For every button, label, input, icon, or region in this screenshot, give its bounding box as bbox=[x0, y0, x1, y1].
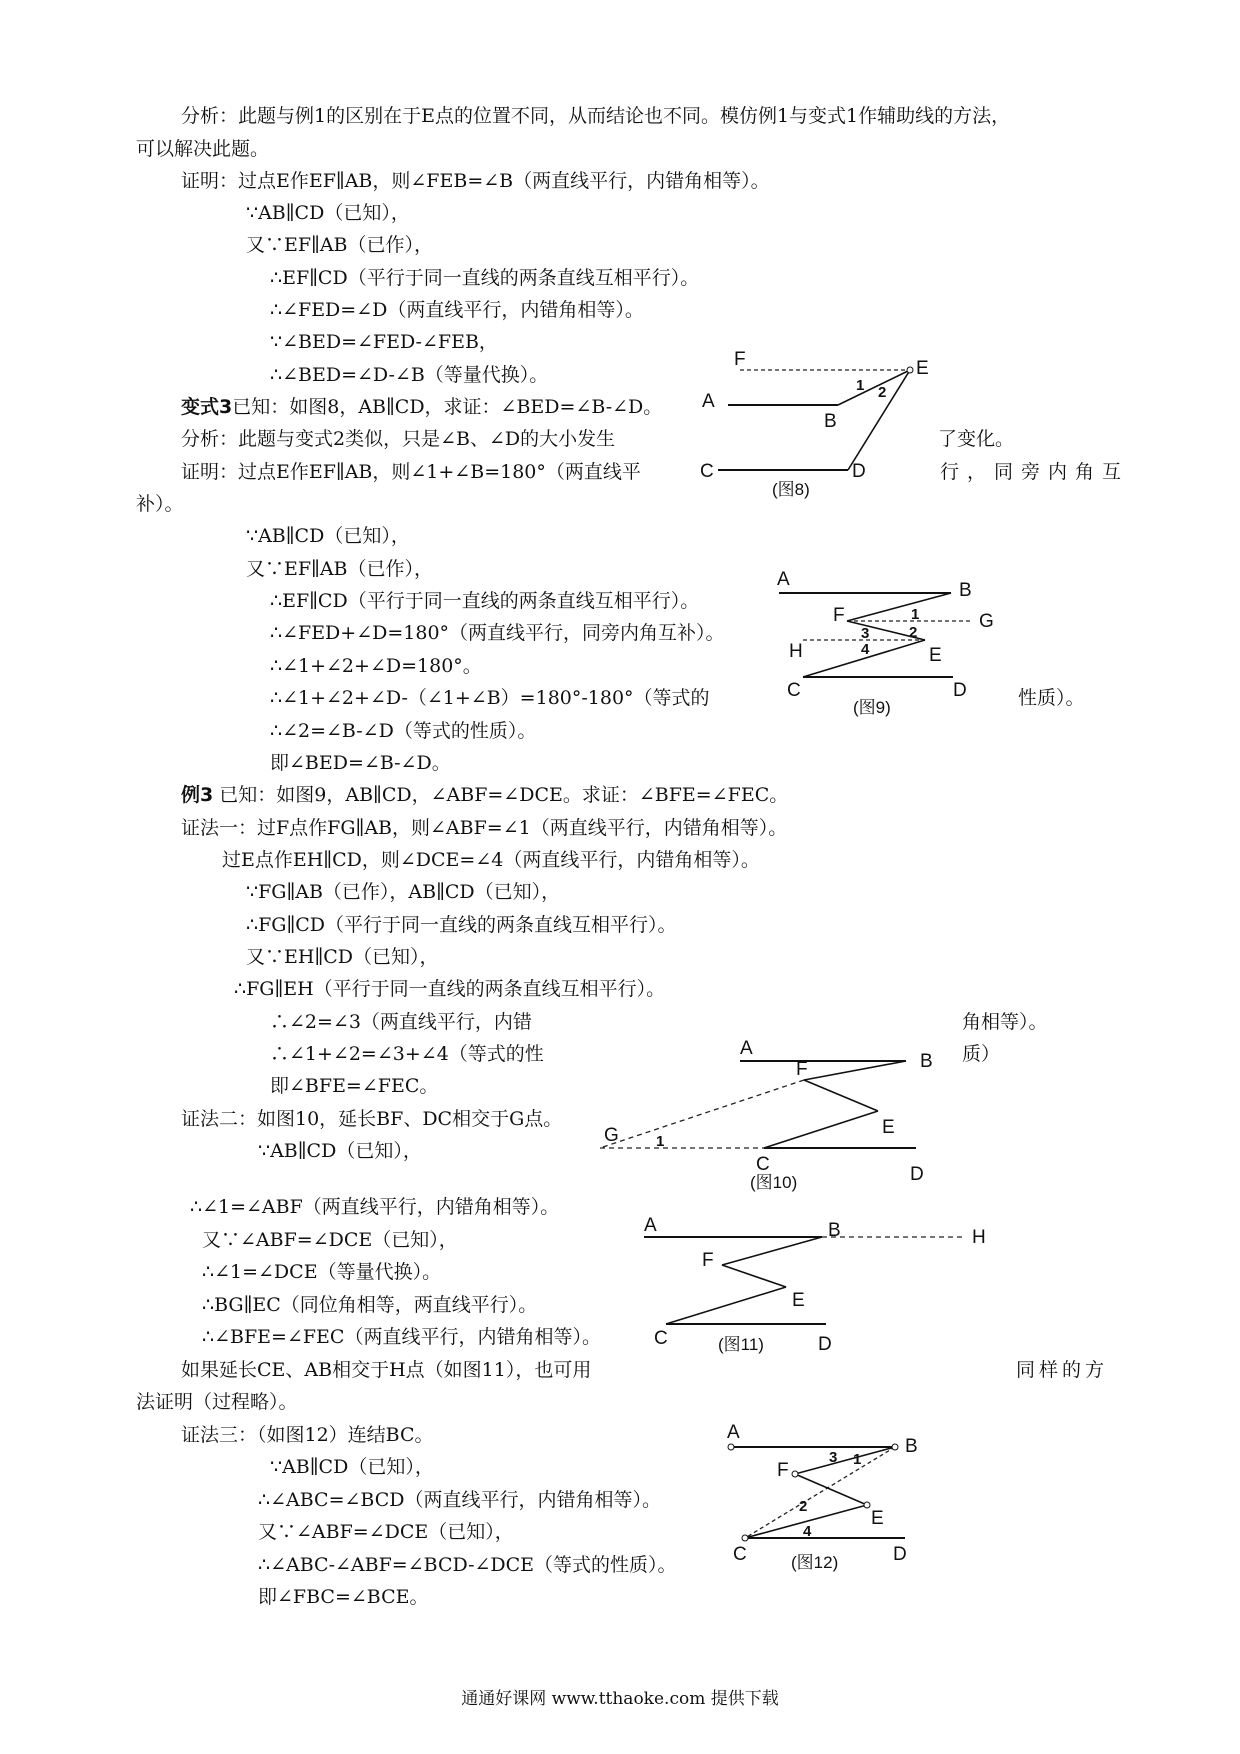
text-line: 证法三：（如图12）连结BC。 bbox=[181, 1424, 434, 1446]
text-line: 质） bbox=[962, 1043, 1001, 1065]
text-line: 又∵∠ABF=∠DCE（已知）， bbox=[202, 1229, 458, 1251]
label-h: H bbox=[789, 641, 803, 662]
text-line: ∵AB∥CD（已知）， bbox=[258, 1140, 422, 1162]
segment-fe bbox=[722, 1265, 786, 1287]
text-line: 又∵∠ABF=∠DCE（已知）， bbox=[258, 1521, 514, 1543]
text-line: 如果延长CE、AB相交于H点（如图11），也可用 bbox=[181, 1359, 592, 1381]
text-line: ∴∠BFE=∠FEC（两直线平行，内错角相等）。 bbox=[202, 1326, 601, 1348]
text-line: ∵AB∥CD（已知）， bbox=[270, 1456, 434, 1478]
label-d: D bbox=[818, 1334, 832, 1355]
segment-bf bbox=[795, 1447, 895, 1474]
text-line: ∴∠1+∠2+∠D=180°。 bbox=[270, 655, 482, 677]
label-a: A bbox=[727, 1422, 740, 1443]
label-e: E bbox=[929, 645, 942, 666]
text-line: ∴FG∥CD（平行于同一直线的两条直线互相平行）。 bbox=[246, 914, 677, 936]
text-line: ∵AB∥CD（已知）， bbox=[246, 202, 410, 224]
text-line: ∴∠FED+∠D=180°（两直线平行，同旁内角互补）。 bbox=[270, 622, 725, 644]
angle-2-label: 2 bbox=[799, 1498, 808, 1515]
text-line: ∴FG∥EH（平行于同一直线的两条直线互相平行）。 bbox=[234, 978, 666, 1000]
point-a-marker bbox=[728, 1444, 734, 1450]
text-line: ∴∠BED=∠D-∠B（等量代换）。 bbox=[270, 364, 549, 386]
text-line: ∴∠1+∠2+∠D-（∠1+∠B）=180°-180°（等式的 bbox=[270, 687, 710, 709]
label-d: D bbox=[893, 1544, 907, 1565]
page-footer: 通通好课网 www.tthaoke.com 提供下载 bbox=[461, 1689, 779, 1709]
segment-ec bbox=[666, 1287, 786, 1324]
text-line: 分析：此题与变式2类似，只是∠B、∠D的大小发生 bbox=[181, 428, 616, 450]
figure-caption: (图9) bbox=[853, 698, 891, 717]
angle-4-label: 4 bbox=[803, 1523, 812, 1540]
label-b: B bbox=[905, 1436, 918, 1457]
label-a: A bbox=[777, 569, 790, 590]
label-g: G bbox=[604, 1125, 619, 1146]
point-c-marker bbox=[742, 1535, 748, 1541]
angle-4-label: 4 bbox=[861, 641, 870, 658]
text-line: 法证明（过程略）。 bbox=[136, 1391, 298, 1413]
text-line: ∴∠2=∠B-∠D（等式的性质）。 bbox=[270, 720, 537, 742]
text-line: 又∵EF∥AB（已作）， bbox=[246, 558, 434, 580]
label-b: B bbox=[828, 1220, 841, 1241]
text-line: 证法二：如图10，延长BF、DC相交于G点。 bbox=[181, 1108, 563, 1130]
label-c: C bbox=[733, 1544, 747, 1565]
text-line bbox=[181, 395, 662, 419]
figure-caption: (图10) bbox=[750, 1173, 798, 1192]
text-line: 过E点作EH∥CD，则∠DCE=∠4（两直线平行，内错角相等）。 bbox=[222, 849, 760, 871]
text-content: 已知：如图9，AB∥CD，∠ABF=∠DCE。求证：∠BFE=∠FEC。 bbox=[213, 784, 789, 806]
text-line: 可以解决此题。 bbox=[136, 138, 270, 160]
text-line: ∴∠1=∠DCE（等量代换）。 bbox=[202, 1261, 442, 1283]
text-line: 补）。 bbox=[136, 493, 184, 515]
label-c: C bbox=[787, 680, 801, 701]
label-d: D bbox=[953, 680, 967, 701]
angle-1-label: 1 bbox=[853, 1451, 862, 1468]
text-line: 证法一：过F点作FG∥AB，则∠ABF=∠1（两直线平行，内错角相等）。 bbox=[181, 817, 788, 839]
text-line: 分析：此题与例1的区别在于E点的位置不同，从而结论也不同。模仿例1与变式1作辅助线的方法， bbox=[181, 105, 1011, 127]
figure-caption: (图8) bbox=[772, 480, 810, 499]
label-c: C bbox=[654, 1328, 668, 1349]
text-line: ∵FG∥AB（已作），AB∥CD（已知）， bbox=[246, 881, 561, 903]
text-line: 又∵EF∥AB（已作）， bbox=[246, 234, 434, 256]
text-line: ∴∠2=∠3（两直线平行，内错 bbox=[270, 1011, 532, 1033]
label-f: F bbox=[833, 605, 845, 626]
text-line: 了变化。 bbox=[938, 428, 1015, 450]
figure-12 bbox=[715, 1418, 945, 1583]
point-e-marker bbox=[864, 1502, 870, 1508]
label-d: D bbox=[852, 461, 866, 482]
segment-ec bbox=[764, 1111, 878, 1148]
label-e: E bbox=[792, 1290, 805, 1311]
label-e: E bbox=[916, 358, 929, 379]
angle-2-label: 2 bbox=[878, 384, 887, 401]
text-line: ∴∠ABC-∠ABF=∠BCD-∠DCE（等式的性质）。 bbox=[258, 1554, 677, 1576]
segment-bf bbox=[722, 1237, 822, 1265]
label-e: E bbox=[871, 1508, 884, 1529]
angle-3-label: 3 bbox=[829, 1449, 838, 1466]
text-line: ∴BG∥EC（同位角相等，两直线平行）。 bbox=[202, 1294, 538, 1316]
section-heading: 例3 bbox=[181, 784, 214, 806]
label-f: F bbox=[796, 1059, 808, 1080]
label-b: B bbox=[920, 1051, 933, 1072]
label-f: F bbox=[702, 1250, 714, 1271]
figure-11 bbox=[640, 1210, 1010, 1365]
text-line: 角相等）。 bbox=[962, 1011, 1048, 1033]
label-b: B bbox=[824, 411, 837, 432]
label-e: E bbox=[882, 1117, 895, 1138]
angle-3-label: 3 bbox=[861, 625, 870, 642]
text-line: 即∠BFE=∠FEC。 bbox=[270, 1075, 439, 1097]
text-line: ∴EF∥CD（平行于同一直线的两条直线互相平行）。 bbox=[270, 267, 700, 289]
point-b-marker bbox=[892, 1444, 898, 1450]
segment-fe bbox=[804, 1080, 878, 1111]
angle-2-label: 2 bbox=[909, 624, 918, 641]
label-b: B bbox=[959, 580, 972, 601]
label-a: A bbox=[740, 1038, 753, 1059]
figure-10 bbox=[590, 1030, 950, 1195]
label-h: H bbox=[972, 1227, 986, 1248]
text-line: 证明：过点E作EF∥AB，则∠1+∠B=180°（两直线平 bbox=[181, 461, 641, 483]
angle-1-label: 1 bbox=[856, 377, 865, 394]
figure-caption: (图12) bbox=[791, 1553, 839, 1572]
angle-1-label: 1 bbox=[656, 1133, 665, 1150]
text-line: 性质）。 bbox=[1018, 687, 1085, 709]
label-d: D bbox=[910, 1164, 924, 1185]
text-line: ∴∠1+∠2=∠3+∠4（等式的性 bbox=[270, 1043, 544, 1065]
text-line: ∴∠1=∠ABF（两直线平行，内错角相等）。 bbox=[190, 1196, 560, 1218]
text-line: 又∵EH∥CD（已知）， bbox=[246, 946, 439, 968]
point-f-marker bbox=[792, 1471, 798, 1477]
label-c: C bbox=[756, 1154, 770, 1175]
label-f: F bbox=[734, 349, 746, 370]
text-line: 证明：过点E作EF∥AB，则∠FEB=∠B（两直线平行，内错角相等）。 bbox=[181, 170, 770, 192]
figure-9 bbox=[775, 565, 1015, 725]
text-line: 同样的方 bbox=[1016, 1359, 1109, 1381]
text-content: 已知：如图8，AB∥CD，求证：∠BED=∠B-∠D。 bbox=[232, 396, 663, 418]
segment-bf bbox=[804, 1061, 906, 1080]
angle-1-label: 1 bbox=[911, 606, 920, 623]
text-line: 行，同旁内角互 bbox=[940, 461, 1130, 483]
figure-8 bbox=[690, 345, 950, 500]
text-line bbox=[181, 783, 788, 807]
label-a: A bbox=[702, 391, 715, 412]
text-line: ∵AB∥CD（已知）， bbox=[246, 525, 410, 547]
text-line: ∵∠BED=∠FED-∠FEB， bbox=[270, 331, 498, 353]
text-line: ∴∠ABC=∠BCD（两直线平行，内错角相等）。 bbox=[258, 1489, 662, 1511]
label-g: G bbox=[979, 611, 994, 632]
text-line: ∴∠FED=∠D（两直线平行，内错角相等）。 bbox=[270, 299, 644, 321]
text-line: ∴EF∥CD（平行于同一直线的两条直线互相平行）。 bbox=[270, 590, 700, 612]
label-c: C bbox=[700, 461, 714, 482]
text-line: 即∠BED=∠B-∠D。 bbox=[270, 752, 451, 774]
segment-bf bbox=[847, 593, 951, 621]
text-line: 即∠FBC=∠BCE。 bbox=[258, 1586, 429, 1608]
label-a: A bbox=[644, 1215, 657, 1236]
label-f: F bbox=[777, 1460, 789, 1481]
section-heading: 变式3 bbox=[181, 396, 233, 418]
point-e-marker bbox=[907, 367, 913, 373]
line-fg-dashed bbox=[600, 1080, 804, 1148]
figure-caption: (图11) bbox=[718, 1335, 764, 1354]
